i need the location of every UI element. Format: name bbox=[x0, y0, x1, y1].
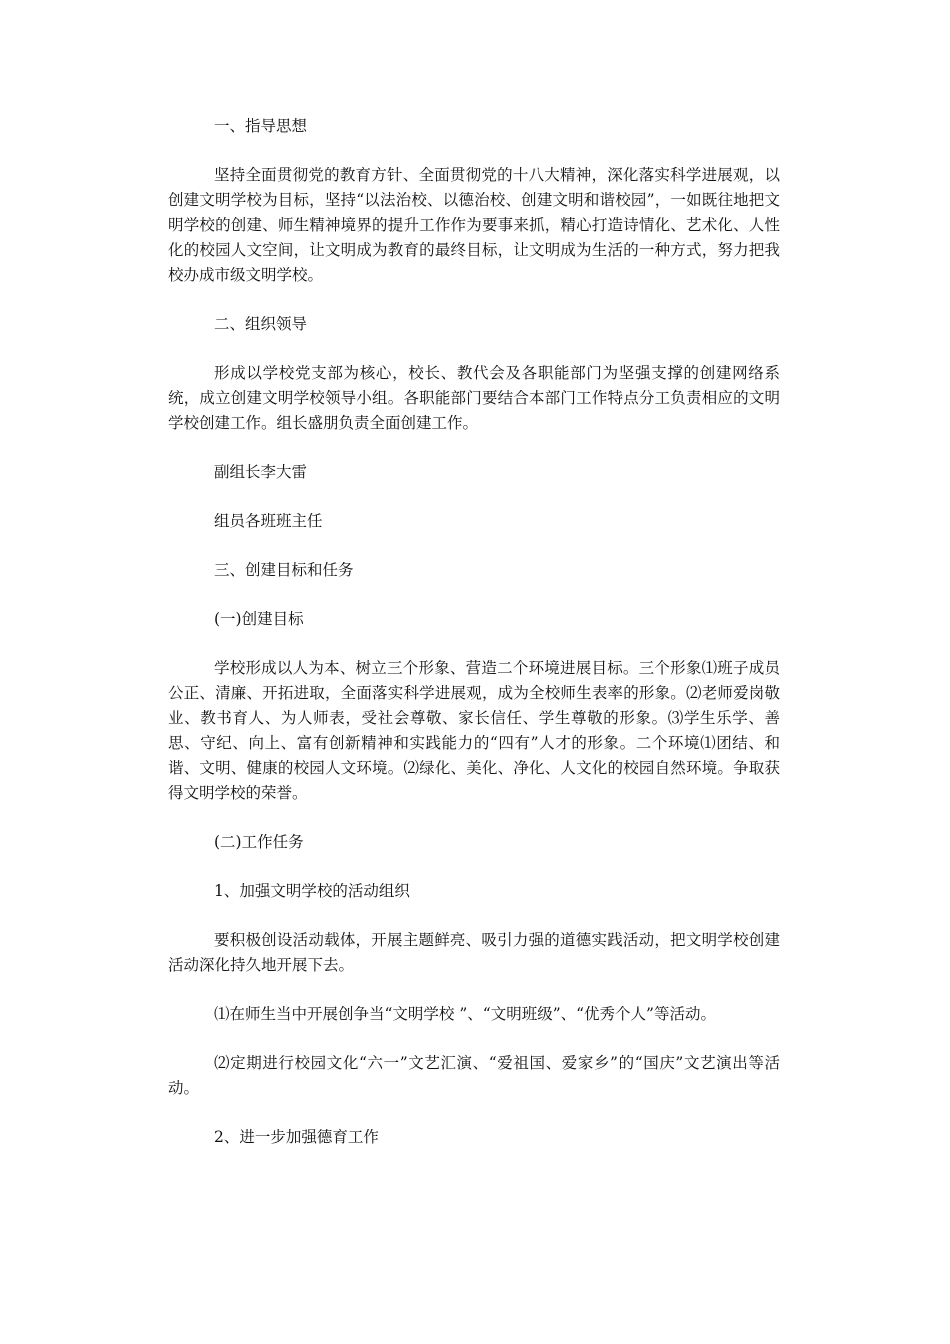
heading-guiding-thought: 一、指导思想 bbox=[214, 117, 308, 135]
list-item-activity-2: ⑵定期进行校园文化“六一”文艺汇演、“爱祖国、爱家乡”的“国庆”文艺演出等活动。 bbox=[168, 1054, 780, 1097]
list-item-activity-1: ⑴在师生当中开展创争当“文明学校 ”、“文明班级”、“优秀个人”等活动。 bbox=[214, 1005, 716, 1023]
paragraph-activities: 要积极创设活动载体，开展主题鲜亮、吸引力强的道德实践活动，把文明学校创建活动深化持久地开展下去。 bbox=[168, 931, 780, 974]
heading-organization: 二、组织领导 bbox=[214, 315, 308, 333]
document-body bbox=[168, 114, 780, 1174]
item-heading-activities: 1、加强文明学校的活动组织 bbox=[214, 882, 410, 900]
paragraph-deputy-leader: 副组长李大雷 bbox=[214, 463, 308, 481]
subheading-goals: (一)创建目标 bbox=[214, 610, 304, 628]
item-heading-moral-education: 2、进一步加强德育工作 bbox=[214, 1128, 379, 1146]
paragraph-members: 组员各班班主任 bbox=[214, 512, 323, 530]
paragraph-guiding-thought: 坚持全面贯彻党的教育方针、全面贯彻党的十八大精神，深化落实科学进展观，以创建文明学校为目标，坚持“以法治校、以德治校、创建文明和谐校园”，一如既往地把文明学校的创建、师生精神境界的提升工作作为要事来抓，精心打造诗情化、艺术化、人性化的校园人文空间，让文明成为教育的最终目标，让文明成为生活的一种方式，努力把我校办成市级文明学校。 bbox=[168, 166, 780, 284]
paragraph-organization: 形成以学校党支部为核心，校长、教代会及各职能部门为坚强支撑的创建网络系统，成立创建文明学校领导小组。各职能部门要结合本部门工作特点分工负责相应的文明学校创建工作。组长盛朋负责全面创建工作。 bbox=[168, 364, 780, 432]
paragraph-goals: 学校形成以人为本、树立三个形象、营造二个环境进展目标。三个形象⑴班子成员公正、清廉、开拓进取，全面落实科学进展观，成为全校师生表率的形象。⑵老师爱岗敬业、教书育人、为人师表，受社会尊敬、家长信任、学生尊敬的形象。⑶学生乐学、善思、守纪、向上、富有创新精神和实践能力的“四有”人才的形象。二个环境⑴团结、和谐、文明、健康的校园人文环境。⑵绿化、美化、净化、人文化的校园自然环境。争取获得文明学校的荣誉。 bbox=[168, 659, 780, 802]
subheading-tasks: (二)工作任务 bbox=[214, 833, 304, 851]
heading-goals-tasks: 三、创建目标和任务 bbox=[214, 561, 354, 579]
